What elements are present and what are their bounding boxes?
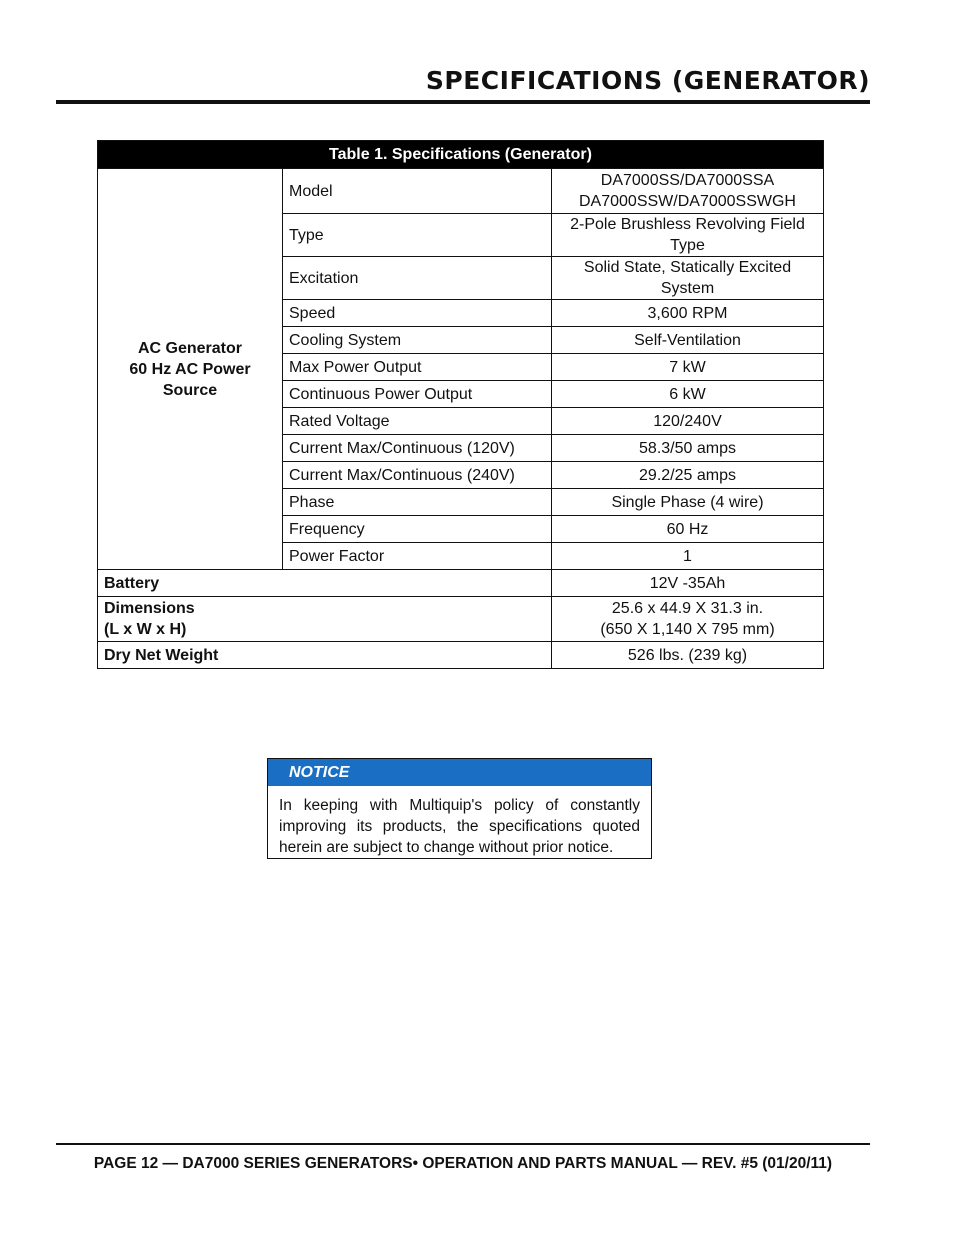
value-cell [552, 169, 824, 214]
param-cell: Cooling System [283, 327, 552, 354]
param-cell: Excitation [283, 257, 552, 300]
param-cell: Current Max/Continuous (240V) [283, 462, 552, 489]
param-cell: Speed [283, 300, 552, 327]
notice-heading: NOTICE [268, 759, 651, 786]
group-label-line: AC Generator [137, 339, 243, 357]
dimensions-label-line: (L x W x H) [104, 621, 187, 638]
param-cell: Rated Voltage [283, 408, 552, 435]
dimensions-label-line: Dimensions [104, 600, 195, 617]
value-cell: Self-Ventilation [552, 327, 824, 354]
param-cell: Current Max/Continuous (120V) [283, 435, 552, 462]
value-cell: 120/240V [552, 408, 824, 435]
table-row-battery [98, 570, 824, 597]
param-cell: Power Factor [283, 543, 552, 570]
specifications-table [97, 140, 824, 669]
value-cell: 7 kW [552, 354, 824, 381]
value-cell: 3,600 RPM [552, 300, 824, 327]
value-cell: 6 kW [552, 381, 824, 408]
value-cell: 29.2/25 amps [552, 462, 824, 489]
param-cell: Phase [283, 489, 552, 516]
table-caption-row [98, 141, 824, 169]
dimensions-value [552, 597, 824, 642]
group-label-line: 60 Hz AC Power Source [129, 360, 251, 399]
battery-label: Battery [98, 570, 552, 597]
param-cell: Frequency [283, 516, 552, 543]
notice-body: In keeping with Multiquip's policy of constantly improving its products, the specifications quoted herein are subject to change without prior notice. [279, 797, 640, 856]
notice-box [267, 758, 652, 859]
table-caption: Table 1. Specifications (Generator) [98, 141, 824, 169]
weight-label: Dry Net Weight [98, 642, 552, 669]
value-cell: 2-Pole Brushless Revolving Field Type [552, 214, 824, 257]
battery-value: 12V -35Ah [552, 570, 824, 597]
table-row [98, 169, 824, 214]
dimensions-value-line: 25.6 x 44.9 X 31.3 in. [611, 600, 764, 617]
dimensions-label [98, 597, 552, 642]
footer-rule [56, 1143, 870, 1145]
value-line: DA7000SS/DA7000SSA [600, 172, 775, 189]
param-cell: Model [283, 169, 552, 214]
title-rule [56, 100, 870, 104]
value-cell: Solid State, Statically Excited System [552, 257, 824, 300]
value-cell: Single Phase (4 wire) [552, 489, 824, 516]
value-line: DA7000SSW/DA7000SSWGH [579, 193, 796, 210]
group-label [98, 169, 283, 570]
value-cell: 58.3/50 amps [552, 435, 824, 462]
table-row-dimensions [98, 597, 824, 642]
dimensions-value-line: (650 X 1,140 X 795 mm) [600, 621, 775, 638]
table-row-weight [98, 642, 824, 669]
page-footer: PAGE 12 — DA7000 SERIES GENERATORS• OPERATION AND PARTS MANUAL — REV. #5 (01/20/11) [93, 1155, 833, 1172]
param-cell: Continuous Power Output [283, 381, 552, 408]
weight-value: 526 lbs. (239 kg) [552, 642, 824, 669]
param-cell: Type [283, 214, 552, 257]
value-cell: 60 Hz [552, 516, 824, 543]
value-cell: 1 [552, 543, 824, 570]
page-title: SPECIFICATIONS (GENERATOR) [425, 66, 870, 95]
param-cell: Max Power Output [283, 354, 552, 381]
